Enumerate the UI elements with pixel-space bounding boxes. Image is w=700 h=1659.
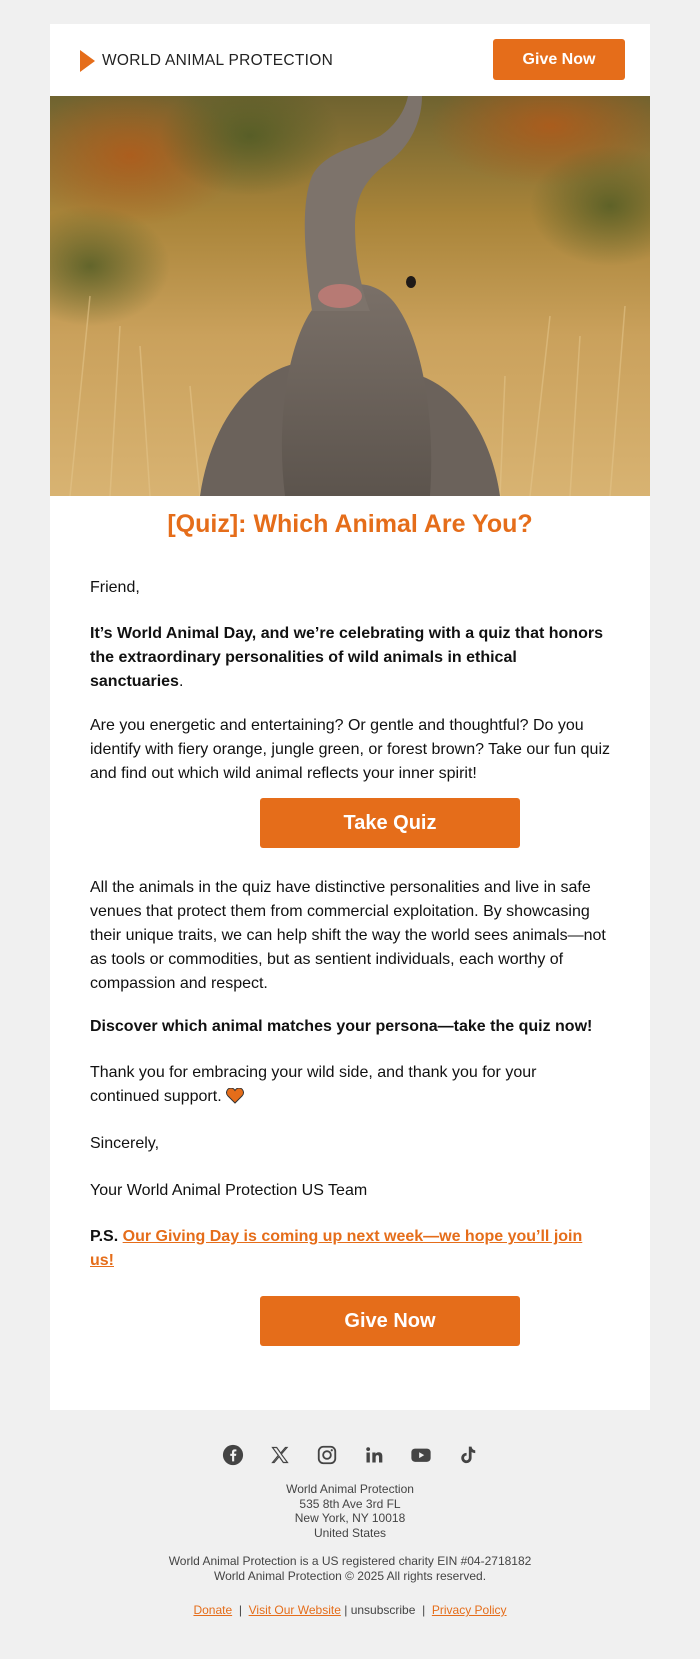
- intro-period: .: [178, 673, 184, 690]
- intro-paragraph: [90, 622, 610, 694]
- thanks-paragraph: [90, 1061, 610, 1112]
- email-header: [50, 24, 650, 96]
- country: United States: [313, 1525, 387, 1540]
- ps-label: P.S.: [90, 1228, 119, 1245]
- animals-paragraph: All the animals in the quiz have distinctive personalities and live in safe venues that protect them from commercial exploitation. By showcasing their unique traits, we can help shift the way the world sees animals—not as tools or commodities, but as sentient individuals, each worthy of compassion and respect.: [90, 879, 606, 992]
- greeting: Friend,: [90, 579, 140, 596]
- ps-paragraph: [90, 1225, 610, 1273]
- logo-triangle-icon: [80, 50, 95, 72]
- copyright: World Animal Protection © 2025 All rights reserved.: [213, 1568, 487, 1583]
- instagram-icon[interactable]: [315, 1443, 339, 1467]
- youtube-icon[interactable]: [409, 1443, 433, 1467]
- hero-image[interactable]: [50, 96, 650, 496]
- elephant-photo: [50, 96, 650, 496]
- footer-links: [0, 1603, 700, 1617]
- org-name: World Animal Protection: [286, 1482, 414, 1496]
- unsubscribe-link[interactable]: unsubscribe: [350, 1603, 416, 1617]
- facebook-icon[interactable]: [221, 1443, 245, 1467]
- give-now-button[interactable]: Give Now: [260, 1296, 520, 1346]
- social-links: [0, 1443, 700, 1469]
- visit-website-link[interactable]: Visit Our Website: [248, 1603, 341, 1617]
- discover-text: Discover which animal matches your persona—take the quiz now!: [90, 1018, 593, 1035]
- separator: |: [422, 1603, 426, 1617]
- intro-bold-text: It’s World Animal Day, and we’re celebrating with a quiz that honors the extraordinary personalities of wild animals in ethical sanctuaries: [90, 625, 603, 690]
- city: New York, NY 10018: [294, 1511, 406, 1525]
- signature: Your World Animal Protection US Team: [90, 1182, 368, 1199]
- donate-link[interactable]: Donate: [193, 1603, 233, 1617]
- separator: |: [344, 1603, 348, 1617]
- email-card: [50, 24, 650, 1410]
- street: 535 8th Ave 3rd FL: [299, 1496, 401, 1511]
- footer-legal: [0, 1554, 700, 1583]
- privacy-policy-link[interactable]: Privacy Policy: [431, 1603, 507, 1617]
- linkedin-icon[interactable]: [362, 1443, 386, 1467]
- page-title: [Quiz]: Which Animal Are You?: [167, 510, 533, 538]
- x-icon[interactable]: [268, 1443, 292, 1467]
- take-quiz-button[interactable]: Take Quiz: [260, 798, 520, 848]
- tiktok-icon[interactable]: [456, 1443, 480, 1467]
- header-give-now-button[interactable]: Give Now: [493, 39, 625, 80]
- footer-address: [0, 1482, 700, 1540]
- thanks-text: Thank you for embracing your wild side, and thank you for your continued support.: [90, 1064, 537, 1105]
- charity-line: World Animal Protection is a US registered charity EIN #04-2718182: [168, 1554, 532, 1568]
- logo-text: WORLD ANIMAL PROTECTION: [102, 52, 334, 69]
- separator: |: [238, 1603, 242, 1617]
- questions-paragraph: Are you energetic and entertaining? Or gentle and thoughtful? Do you identify with fiery orange, jungle green, or forest brown? Take our fun quiz and find out which wild animal reflects your inner spirit!: [90, 717, 610, 782]
- sincerely: Sincerely,: [90, 1135, 160, 1152]
- giving-day-link[interactable]: Our Giving Day is coming up next week—we hope you’ll join us!: [90, 1228, 583, 1269]
- logo[interactable]: [80, 50, 333, 72]
- heart-icon: [226, 1088, 244, 1112]
